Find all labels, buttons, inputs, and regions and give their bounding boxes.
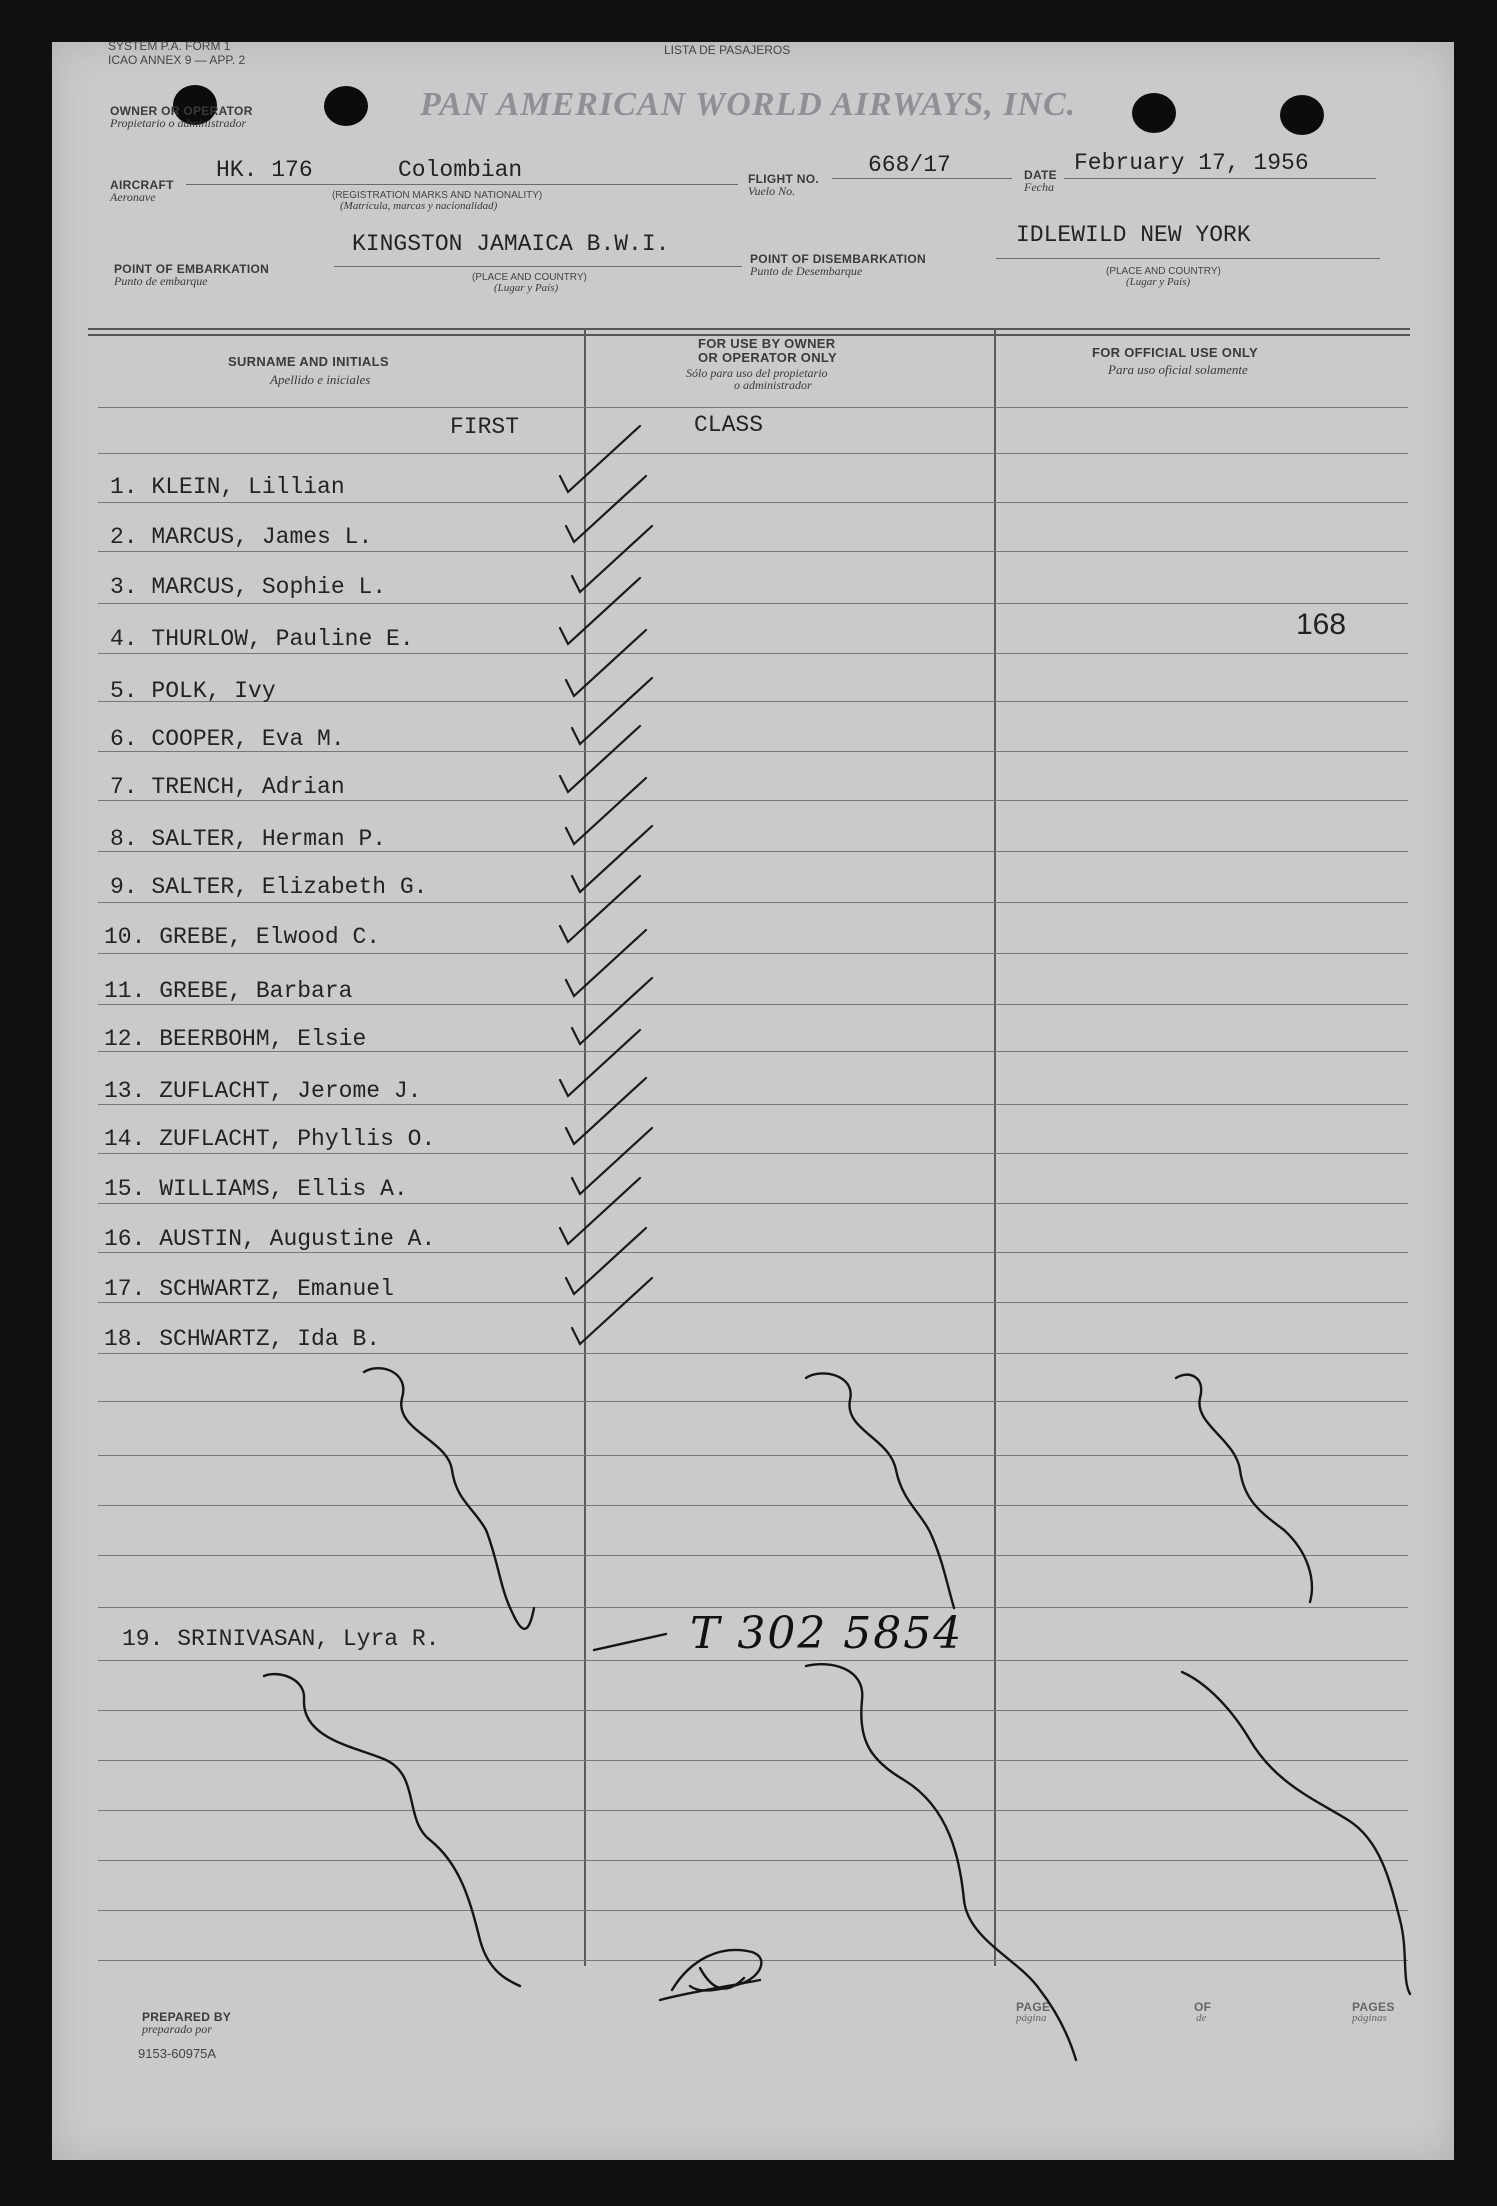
check-mark [560,726,640,792]
passenger-name: MARCUS, James L. [151,524,373,550]
flight-label: FLIGHT NO. [748,172,819,186]
passenger-name: WILLIAMS, Ellis A. [159,1176,408,1202]
passenger-number: 10. [104,924,146,950]
prepared-by-sub: preparado por [142,2022,212,2036]
passenger-number: 19. [122,1626,164,1652]
wavy-cancel-line [264,1674,520,1986]
passenger-name: SCHWARTZ, Emanuel [159,1276,394,1302]
page-sub: página [1016,2012,1047,2024]
date-sub: Fecha [1024,180,1054,194]
aircraft-registration: HK. 176 [216,157,313,183]
passenger-number: 8. [110,826,138,852]
check-mark [566,476,646,542]
check-mark [572,1278,652,1344]
passenger-number: 5. [110,678,138,704]
flight-number: 668/17 [868,152,951,178]
passenger-name: ZUFLACHT, Jerome J. [159,1078,422,1104]
disembarkation-label: POINT OF DISEMBARKATION [750,252,927,266]
col-owner-sub-1: Sólo para uso del propietario [686,366,828,380]
passenger-name: SRINIVASAN, Lyra R. [177,1626,440,1652]
check-mark [560,876,640,942]
passenger-number: 4. [110,626,138,652]
wavy-cancel-line [1176,1375,1312,1602]
col-owner-header-1: FOR USE BY OWNER [698,336,836,351]
col-official-header: FOR OFFICIAL USE ONLY [1092,345,1258,360]
handwritten-dash [594,1634,666,1650]
embarkation-sub: Punto de embarque [114,274,208,288]
flight-date: February 17, 1956 [1074,150,1309,176]
passenger-name: TRENCH, Adrian [151,774,345,800]
passenger-number: 12. [104,1026,146,1052]
passenger-name: BEERBOHM, Elsie [159,1026,367,1052]
col-owner-header-2: OR OPERATOR ONLY [698,350,837,365]
official-number: 168 [1296,608,1347,641]
aircraft-sub: Aeronave [110,190,156,204]
check-mark [572,1128,652,1194]
passenger-number: 6. [110,726,138,752]
col-owner-sub-2: o administrador [734,378,812,392]
passenger-number: 7. [110,774,138,800]
passenger-name: SALTER, Herman P. [151,826,387,852]
embark-place-label: (PLACE AND COUNTRY) [472,272,587,283]
check-mark [560,1178,640,1244]
passenger-number: 13. [104,1078,146,1104]
passenger-name: GREBE, Barbara [159,978,353,1004]
passenger-name: SALTER, Elizabeth G. [151,874,428,900]
airline-name: PAN AMERICAN WORLD AIRWAYS, INC. [420,86,1077,123]
form-system-id: SYSTEM P.A. FORM 1 [108,39,231,53]
passenger-name: THURLOW, Pauline E. [151,626,414,652]
check-mark [560,1030,640,1096]
pages-label: PAGES [1352,2000,1395,2014]
pages-sub: páginas [1352,2012,1387,2024]
wavy-cancel-line [1182,1672,1410,1994]
form-title-spanish: LISTA DE PASAJEROS [664,43,791,57]
owner-label: OWNER OR OPERATOR [110,104,253,118]
class-label: CLASS [694,412,764,438]
embarkation-point: KINGSTON JAMAICA B.W.I. [352,231,670,257]
form-code: 9153-60975A [138,2046,217,2061]
disembark-place-label: (PLACE AND COUNTRY) [1106,266,1221,277]
embark-place-sub: (Lugar y País) [494,282,559,294]
check-mark [560,426,640,492]
class-first: FIRST [450,414,520,440]
passenger-name: ZUFLACHT, Phyllis O. [159,1126,436,1152]
col-official-sub: Para uso oficial solamente [1108,362,1248,377]
passenger-number: 11. [104,978,146,1004]
check-mark [566,630,646,696]
col-surname-header: SURNAME AND INITIALS [228,354,389,369]
wavy-cancel-line [806,1373,954,1608]
passenger-name: AUSTIN, Augustine A. [159,1226,436,1252]
check-mark [560,578,640,644]
disembarkation-sub: Punto de Desembarque [750,264,863,278]
check-mark [566,1228,646,1294]
check-mark [566,778,646,844]
flight-sub: Vuelo No. [748,184,796,198]
prepared-by-label: PREPARED BY [142,2010,232,2024]
passenger-name: MARCUS, Sophie L. [151,574,387,600]
passenger-number: 14. [104,1126,146,1152]
registration-label: (REGISTRATION MARKS AND NATIONALITY) [332,190,543,201]
disembarkation-point: IDLEWILD NEW YORK [1016,222,1251,248]
registration-sub: (Matrícula, marcas y nacionalidad) [340,200,498,212]
passenger-name: SCHWARTZ, Ida B. [159,1326,381,1352]
aircraft-nationality: Colombian [398,157,523,183]
check-mark [572,526,652,592]
passenger-number: 9. [110,874,138,900]
passenger-number: 2. [110,524,138,550]
date-label: DATE [1024,168,1057,182]
passenger-number: 1. [110,474,138,500]
passenger-name: COOPER, Eva M. [151,726,345,752]
passenger-number: 15. [104,1176,146,1202]
passenger-name: KLEIN, Lillian [151,474,345,500]
disembark-place-sub: (Lugar y País) [1126,276,1191,288]
passenger-number: 17. [104,1276,146,1302]
aircraft-label: AIRCRAFT [110,178,174,192]
check-mark [566,930,646,996]
passenger-number: 3. [110,574,138,600]
wavy-cancel-line [364,1368,534,1629]
of-label: OF [1194,2000,1212,2014]
passenger-number: 16. [104,1226,146,1252]
handwritten-initials [660,1950,761,2000]
passenger-name: POLK, Ivy [151,678,276,704]
handwritten-ticket-number: T 302 5854 [690,1608,964,1659]
form-annex: ICAO ANNEX 9 — APP. 2 [108,53,246,67]
owner-sub: Propietario o administrador [110,116,247,130]
passenger-number: 18. [104,1326,146,1352]
wavy-cancel-line [806,1664,1076,2060]
page-label: PAGE [1016,2000,1051,2014]
passenger-name: GREBE, Elwood C. [159,924,381,950]
col-surname-sub: Apellido e iniciales [270,372,371,387]
of-sub: de [1196,2012,1207,2024]
embarkation-label: POINT OF EMBARKATION [114,262,270,276]
